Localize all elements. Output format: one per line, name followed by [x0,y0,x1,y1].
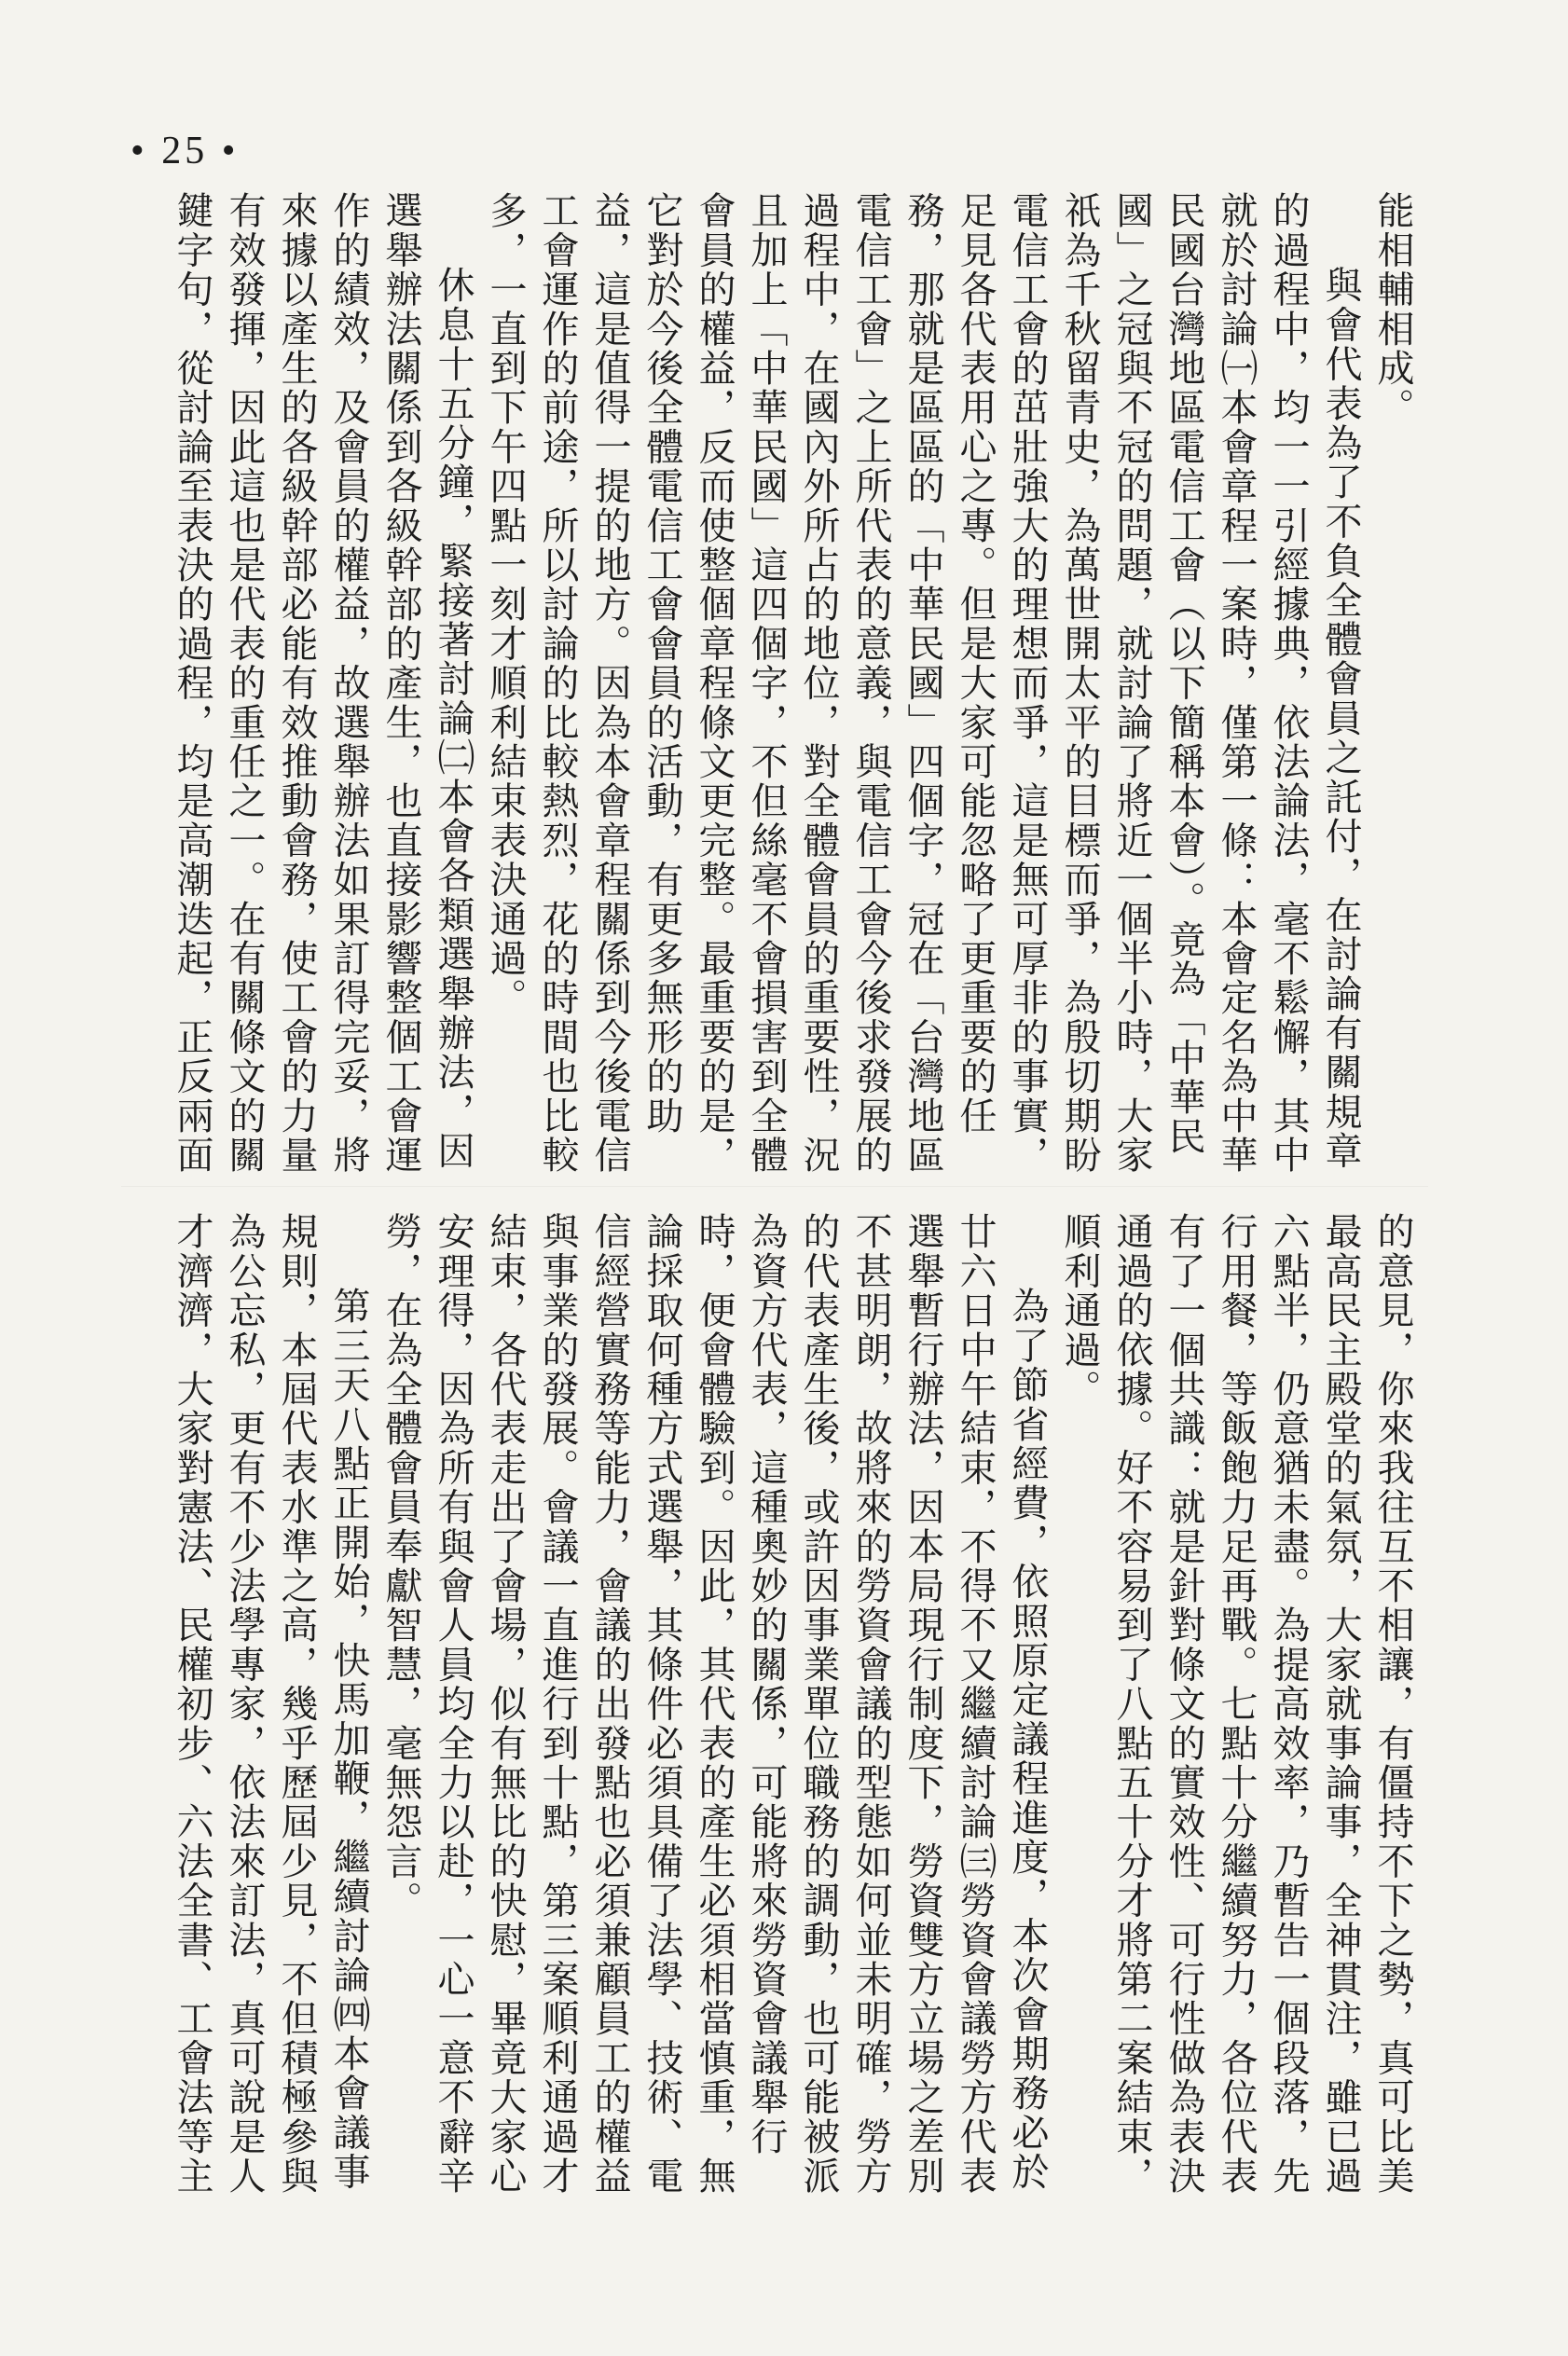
section-divider [121,1186,1428,1187]
top-text-block [171,191,1419,1175]
paragraph: 為了節省經費，依照原定議程進度，本次會期務必於廿六日中午結束，不得不又繼續討論㈢勞資會議勞方代表選舉暫行辦法，因本局現行制度下，勞資雙方立場之差別不甚明朗，故將來的勞資會議的型態如何並未明確，勞方的代表產生後，或許因事業單位職務的調動，也可能被派為資方代表，這種奧妙的關係，可能將來勞資會議舉行時，便會體驗到。因此，其代表的產生必須相當慎重，無論採取何種方式選舉，其條件必須具備了法學、技術、電信經營實務等能力，會議的出發點也必須兼顧員工的權益與事業的發展。會議一直進行到十點，第三案順利通過才結束，各代表走出了會場，似有無比的快慰，畢竟大家心安理得，因為所有與會人員均全力以赴，一心一意不辭辛勞，在為全體會員奉獻智慧，毫無怨言。 [379,1212,1049,2196]
paragraph: 第三天八點正開始，快馬加鞭，繼續討論㈣本會議事規則，本屆代表水準之高，幾乎歷屆少見，不但積極參與為公忘私，更有不少法學專家，依法來訂法，真可說是人才濟濟，大家對憲法、民權初步、六法全書、工會法等主 [171,1212,370,2196]
paragraph: 與會代表為了不負全體會員之託付，在討論有關規章的過程中，均一一引經據典，依法論法，毫不鬆懈，其中就於討論㈠本會章程一案時，僅第一條：本會定名為中華民國台灣地區電信工會（以下簡稱本會）。竟為「中華民國」之冠與不冠的問題，就討論了將近一個半小時，大家祇為千秋留青史，為萬世開太平的目標而爭，為殷切期盼電信工會的茁壯強大的理想而爭，這是無可厚非的事實，足見各代表用心之專。但是大家可能忽略了更重要的任務，那就是區區的「中華民國」四個字，冠在「台灣地區電信工會」之上所代表的意義，與電信工會今後求發展的過程中，在國內外所占的地位，對全體會員的重要性，況且加上「中華民國」這四個字，不但絲毫不會損害到全體會員的權益，反而使整個章程條文更完整。最重要的是，它對於今後全體電信工會會員的活動，有更多無形的助益，這是值得一提的地方。因為本會章程關係到今後電信工會運作的前途，所以討論的比較熱烈，花的時間也比較多，一直到下午四點一刻才順利結束表決通過。 [484,191,1362,1175]
paragraph: 休息十五分鐘，緊接著討論㈡本會各類選舉辦法，因選舉辦法關係到各級幹部的產生，也直接影響整個工會運作的績效，及會員的權益，故選舉辦法如果訂得完妥，將來據以產生的各級幹部必能有效推動會務，使工會的力量有效發揮，因此這也是代表的重任之一。在有關條文的關鍵字句，從討論至表決的過程，均是高潮迭起，正反兩面 [171,191,475,1175]
page-number: • 25 • [131,130,240,172]
bottom-text-block [171,1212,1419,2228]
paragraph: 的意見，你來我往互不相讓，有僵持不下之勢，真可比美最高民主殿堂的氣氛，大家就事論事，全神貫注，雖已過六點半，仍意猶未盡。為提高效率，乃暫告一個段落，先行用餐，等飯飽力足再戰。七點十分繼續努力，各位代表有了一個共識：就是針對條文的實效性、可行性做為表決通過的依據。好不容易到了八點五十分才將第二案結束，順利通過。 [1058,1212,1414,2196]
paragraph: 能相輔相成。 [1371,191,1414,428]
